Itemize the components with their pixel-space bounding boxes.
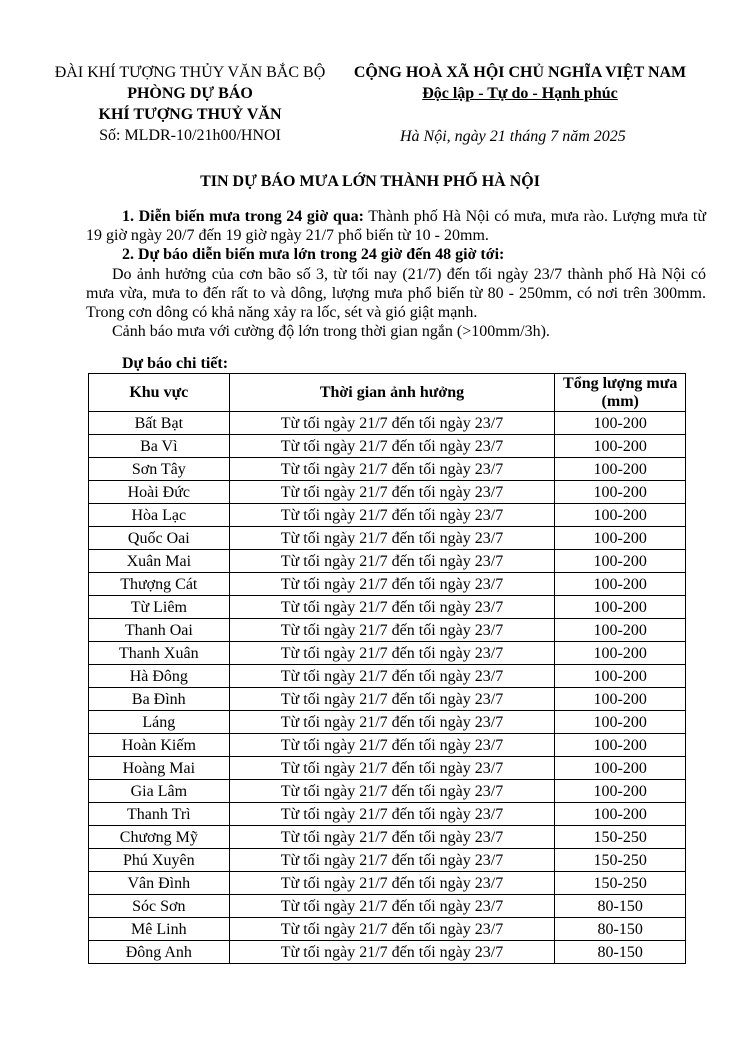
cell-time: Từ tối ngày 21/7 đến tối ngày 23/7 — [229, 504, 555, 527]
cell-amount: 150-250 — [555, 849, 686, 872]
warning-text: Cảnh báo mưa với cường độ lớn trong thời gian ngắn (>100mm/3h). — [112, 323, 550, 341]
document-title: TIN DỰ BÁO MƯA LỚN THÀNH PHỐ HÀ NỘI — [200, 173, 540, 190]
cell-amount: 100-200 — [555, 412, 686, 435]
table-row — [89, 435, 686, 458]
cell-time: Từ tối ngày 21/7 đến tối ngày 23/7 — [229, 849, 555, 872]
section-2-heading-paragraph — [86, 245, 706, 264]
cell-area: Vân Đình — [89, 872, 230, 895]
cell-amount: 100-200 — [555, 596, 686, 619]
table-row — [89, 642, 686, 665]
cell-area: Quốc Oai — [89, 527, 230, 550]
table-row — [89, 849, 686, 872]
cell-area: Chương Mỹ — [89, 826, 230, 849]
cell-amount: 100-200 — [555, 619, 686, 642]
section-2-text: Do ảnh hưởng của cơn bão số 3, từ tối nay (21/7) đến tối ngày 23/7 thành phố Hà Nội có mưa vừa, mưa to đến rất to và dông, lượng mưa phổ biến từ 80 - 250mm, có nơi trên 300mm. Trong cơn dông có khả năng xảy ra lốc, sét và gió giật mạnh. — [86, 265, 706, 322]
table-row — [89, 941, 686, 964]
cell-amount: 100-200 — [555, 688, 686, 711]
cell-area: Mê Linh — [89, 918, 230, 941]
cell-amount: 100-200 — [555, 504, 686, 527]
section-2-heading: 2. Dự báo diễn biến mưa lớn trong 24 giờ đến 48 giờ tới: — [122, 246, 505, 264]
cell-amount: 100-200 — [555, 780, 686, 803]
cell-area: Hòa Lạc — [89, 504, 230, 527]
table-row — [89, 803, 686, 826]
cell-time: Từ tối ngày 21/7 đến tối ngày 23/7 — [229, 642, 555, 665]
table-row — [89, 596, 686, 619]
cell-time: Từ tối ngày 21/7 đến tối ngày 23/7 — [229, 918, 555, 941]
cell-area: Thượng Cát — [89, 573, 230, 596]
table-row — [89, 872, 686, 895]
cell-area: Từ Liêm — [89, 596, 230, 619]
department-line2: KHÍ TƯỢNG THUỶ VĂN — [98, 106, 282, 123]
header-amount: Tổng lượng mưa (mm) — [555, 374, 686, 412]
cell-time: Từ tối ngày 21/7 đến tối ngày 23/7 — [229, 665, 555, 688]
cell-time: Từ tối ngày 21/7 đến tối ngày 23/7 — [229, 872, 555, 895]
table-row — [89, 458, 686, 481]
table-row — [89, 573, 686, 596]
cell-time: Từ tối ngày 21/7 đến tối ngày 23/7 — [229, 435, 555, 458]
header-time: Thời gian ảnh hưởng — [229, 374, 555, 412]
cell-time: Từ tối ngày 21/7 đến tối ngày 23/7 — [229, 619, 555, 642]
cell-time: Từ tối ngày 21/7 đến tối ngày 23/7 — [229, 596, 555, 619]
cell-time: Từ tối ngày 21/7 đến tối ngày 23/7 — [229, 941, 555, 964]
national-header-block — [340, 62, 700, 104]
section-1-paragraph — [86, 207, 706, 245]
cell-area: Sơn Tây — [89, 458, 230, 481]
cell-area: Sóc Sơn — [89, 895, 230, 918]
cell-area: Thanh Oai — [89, 619, 230, 642]
table-header-row — [89, 374, 686, 412]
cell-amount: 100-200 — [555, 458, 686, 481]
table-row — [89, 711, 686, 734]
cell-area: Bất Bạt — [89, 412, 230, 435]
table-row — [89, 826, 686, 849]
table-body — [89, 412, 686, 964]
cell-amount: 100-200 — [555, 803, 686, 826]
national-motto: Độc lập - Tự do - Hạnh phúc — [422, 85, 618, 102]
section-1-text: Thành phố Hà Nội có mưa, mưa rào. Lượng mưa từ 19 giờ ngày 20/7 đến 19 giờ ngày 21/7 phổ biến từ 10 - 20mm. — [86, 208, 707, 245]
table-row — [89, 504, 686, 527]
table-row — [89, 619, 686, 642]
department-line1: PHÒNG DỰ BÁO — [127, 85, 253, 102]
cell-area: Phú Xuyên — [89, 849, 230, 872]
cell-area: Láng — [89, 711, 230, 734]
cell-area: Hoàng Mai — [89, 757, 230, 780]
document-body — [86, 207, 706, 341]
table-row — [89, 895, 686, 918]
cell-area: Thanh Trì — [89, 803, 230, 826]
cell-area: Ba Vì — [89, 435, 230, 458]
cell-time: Từ tối ngày 21/7 đến tối ngày 23/7 — [229, 458, 555, 481]
table-row — [89, 688, 686, 711]
cell-time: Từ tối ngày 21/7 đến tối ngày 23/7 — [229, 412, 555, 435]
cell-area: Xuân Mai — [89, 550, 230, 573]
table-row — [89, 757, 686, 780]
cell-area: Ba Đình — [89, 688, 230, 711]
header-area: Khu vực — [89, 374, 230, 412]
cell-time: Từ tối ngày 21/7 đến tối ngày 23/7 — [229, 481, 555, 504]
cell-time: Từ tối ngày 21/7 đến tối ngày 23/7 — [229, 826, 555, 849]
cell-amount: 100-200 — [555, 642, 686, 665]
cell-amount: 100-200 — [555, 757, 686, 780]
cell-amount: 80-150 — [555, 941, 686, 964]
issuing-agency-block — [40, 62, 340, 146]
table-row — [89, 918, 686, 941]
table-row — [89, 412, 686, 435]
cell-amount: 100-200 — [555, 481, 686, 504]
cell-time: Từ tối ngày 21/7 đến tối ngày 23/7 — [229, 573, 555, 596]
detail-forecast-label: Dự báo chi tiết: — [122, 355, 229, 372]
cell-amount: 150-250 — [555, 826, 686, 849]
cell-amount: 100-200 — [555, 527, 686, 550]
cell-amount: 100-200 — [555, 711, 686, 734]
cell-area: Hoài Đức — [89, 481, 230, 504]
table-row — [89, 780, 686, 803]
cell-area: Thanh Xuân — [89, 642, 230, 665]
cell-amount: 100-200 — [555, 573, 686, 596]
table-row — [89, 527, 686, 550]
table-row — [89, 734, 686, 757]
cell-area: Gia Lâm — [89, 780, 230, 803]
cell-amount: 80-150 — [555, 895, 686, 918]
cell-area: Đông Anh — [89, 941, 230, 964]
document-number: Số: MLDR-10/21h00/HNOI — [99, 127, 281, 144]
cell-time: Từ tối ngày 21/7 đến tối ngày 23/7 — [229, 688, 555, 711]
nation-name: CỘNG HOÀ XÃ HỘI CHỦ NGHĨA VIỆT NAM — [353, 64, 687, 81]
cell-time: Từ tối ngày 21/7 đến tối ngày 23/7 — [229, 711, 555, 734]
cell-area: Hà Đông — [89, 665, 230, 688]
cell-amount: 80-150 — [555, 918, 686, 941]
cell-amount: 100-200 — [555, 734, 686, 757]
cell-amount: 100-200 — [555, 435, 686, 458]
cell-time: Từ tối ngày 21/7 đến tối ngày 23/7 — [229, 803, 555, 826]
cell-amount: 150-250 — [555, 872, 686, 895]
section-1-heading: 1. Diễn biến mưa trong 24 giờ qua: — [122, 208, 364, 225]
cell-time: Từ tối ngày 21/7 đến tối ngày 23/7 — [229, 757, 555, 780]
cell-amount: 100-200 — [555, 550, 686, 573]
cell-time: Từ tối ngày 21/7 đến tối ngày 23/7 — [229, 895, 555, 918]
cell-area: Hoàn Kiếm — [89, 734, 230, 757]
rainfall-forecast-table — [88, 373, 686, 964]
cell-time: Từ tối ngày 21/7 đến tối ngày 23/7 — [229, 734, 555, 757]
table-row — [89, 481, 686, 504]
cell-time: Từ tối ngày 21/7 đến tối ngày 23/7 — [229, 780, 555, 803]
cell-time: Từ tối ngày 21/7 đến tối ngày 23/7 — [229, 527, 555, 550]
table-row — [89, 665, 686, 688]
cell-time: Từ tối ngày 21/7 đến tối ngày 23/7 — [229, 550, 555, 573]
cell-amount: 100-200 — [555, 665, 686, 688]
table-row — [89, 550, 686, 573]
issue-date: Hà Nội, ngày 21 tháng 7 năm 2025 — [400, 128, 626, 145]
agency-name: ĐÀI KHÍ TƯỢNG THỦY VĂN BẮC BỘ — [54, 64, 326, 81]
